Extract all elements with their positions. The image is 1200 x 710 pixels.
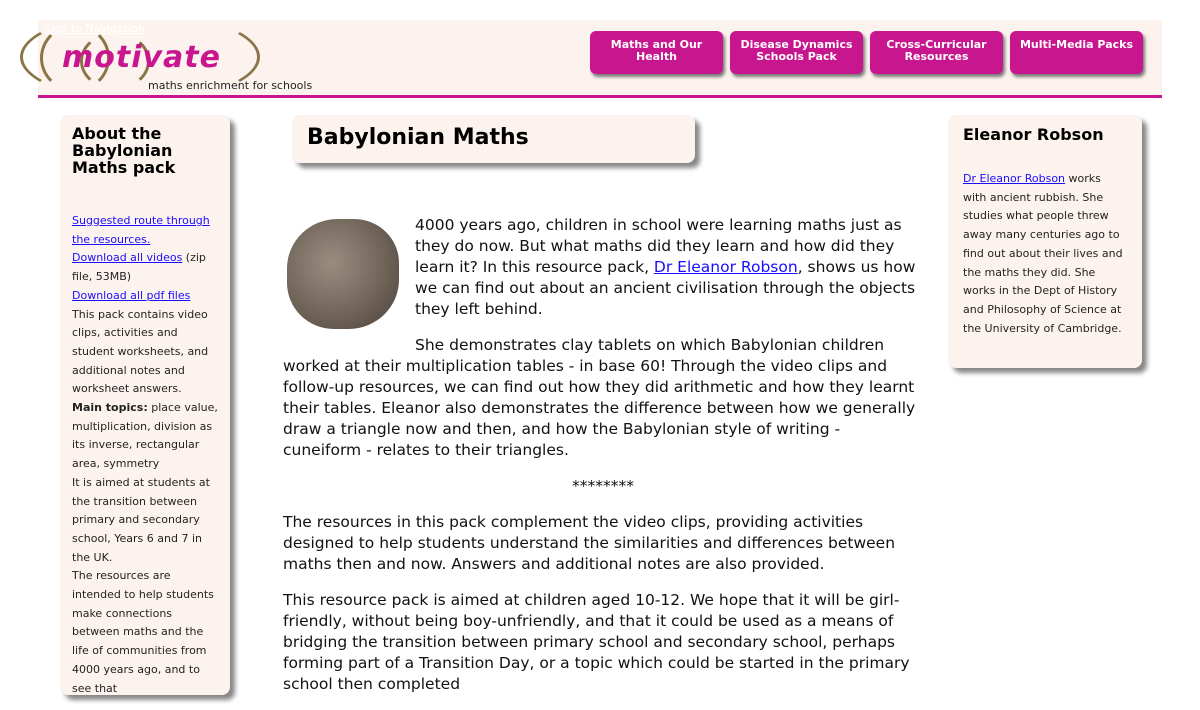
download-pdf-link[interactable]: Download all pdf files — [72, 288, 191, 302]
download-videos-link[interactable]: Download all videos — [72, 251, 183, 265]
logo-text: motivate — [62, 40, 221, 75]
nav-maths-and-our-health[interactable]: Maths and Our Health — [590, 31, 723, 74]
sidebar-title: Eleanor Robson — [963, 125, 1104, 144]
intro-text: 4000 years ago, children in school were learning maths just as they do now. But what maths did they learn and how did they learn it? In this resource pack, — [415, 216, 902, 276]
separator: ******** — [572, 477, 634, 495]
pack-description: This pack contains video clips, activities and student worksheets, and additional notes and worksheet answers. — [72, 307, 209, 396]
suggested-route-link[interactable]: Suggested route through the resources. — [72, 214, 210, 246]
logo-tagline: maths enrichment for schools — [148, 79, 313, 92]
eleanor-robson-link[interactable]: Dr Eleanor Robson — [653, 258, 798, 276]
header — [38, 20, 1162, 98]
sidebar-title: About the Babylonian Maths pack — [72, 124, 176, 177]
clay-tablet-image — [283, 215, 403, 333]
skip-to-navigation-link[interactable]: Skip to Navigation — [44, 22, 145, 35]
nav-multi-media-packs[interactable]: Multi-Media Packs — [1010, 31, 1143, 74]
intro-text-end: , shows us how we can find out about an ancient civilisation through the objects they left behind. — [415, 258, 916, 318]
right-sidebar — [948, 115, 1142, 368]
main-content — [283, 215, 923, 710]
paragraph: The resources in this pack complement the video clips, providing activities designed to help students understand the similarities and differences between maths then and now. Answers and additional notes are also provided. — [283, 513, 896, 573]
nav-disease-dynamics[interactable]: Disease Dynamics Schools Pack — [730, 31, 863, 74]
page — [38, 20, 1162, 695]
intended-text: The resources are intended to help students make connections between maths and the life of communities from 4000 years ago, and to see that — [72, 569, 214, 695]
nav-cross-curricular[interactable]: Cross-Curricular Resources — [870, 31, 1003, 74]
topics-label: Main topics: — [72, 401, 148, 415]
eleanor-robson-link[interactable]: Dr Eleanor Robson — [963, 172, 1066, 185]
videos-note: (zip file, 53MB) — [72, 251, 206, 284]
bio-text: works with ancient rubbish. She studies what people threw away many centuries ago to find out about their lives and the maths they did. She works in the Dept of History and Philosophy of Science at the University of Cambridge. — [963, 172, 1123, 335]
left-sidebar — [60, 115, 230, 695]
motivate-logo[interactable] — [40, 22, 340, 94]
page-title: Babylonian Maths — [292, 115, 695, 163]
paragraph: This resource pack is aimed at children aged 10-12. We hope that it will be girl-friendly, without being boy-unfriendly, and that it could be used as a means of bridging the transition between primary school and secondary school, perhaps forming part of a Transition Day, or a topic which could be started in the primary school then completed — [283, 591, 910, 693]
topics-text: place value, multiplication, division as its inverse, rectangular area, symmetry — [72, 401, 218, 471]
aimed-text: It is aimed at students at the transition between primary and secondary school, Years 6 and 7 in the UK. — [72, 475, 210, 564]
paragraph: She demonstrates clay tablets on which Babylonian children worked at their multiplication tables - in base 60! Through the video clips and follow-up resources, we can find out how they did arithmetic and how they learnt their tables. Eleanor also demonstrates the difference between how we generally draw a triangle now and then, and how the Babylonian style of writing - cuneiform - relates to their triangles. — [283, 336, 916, 459]
